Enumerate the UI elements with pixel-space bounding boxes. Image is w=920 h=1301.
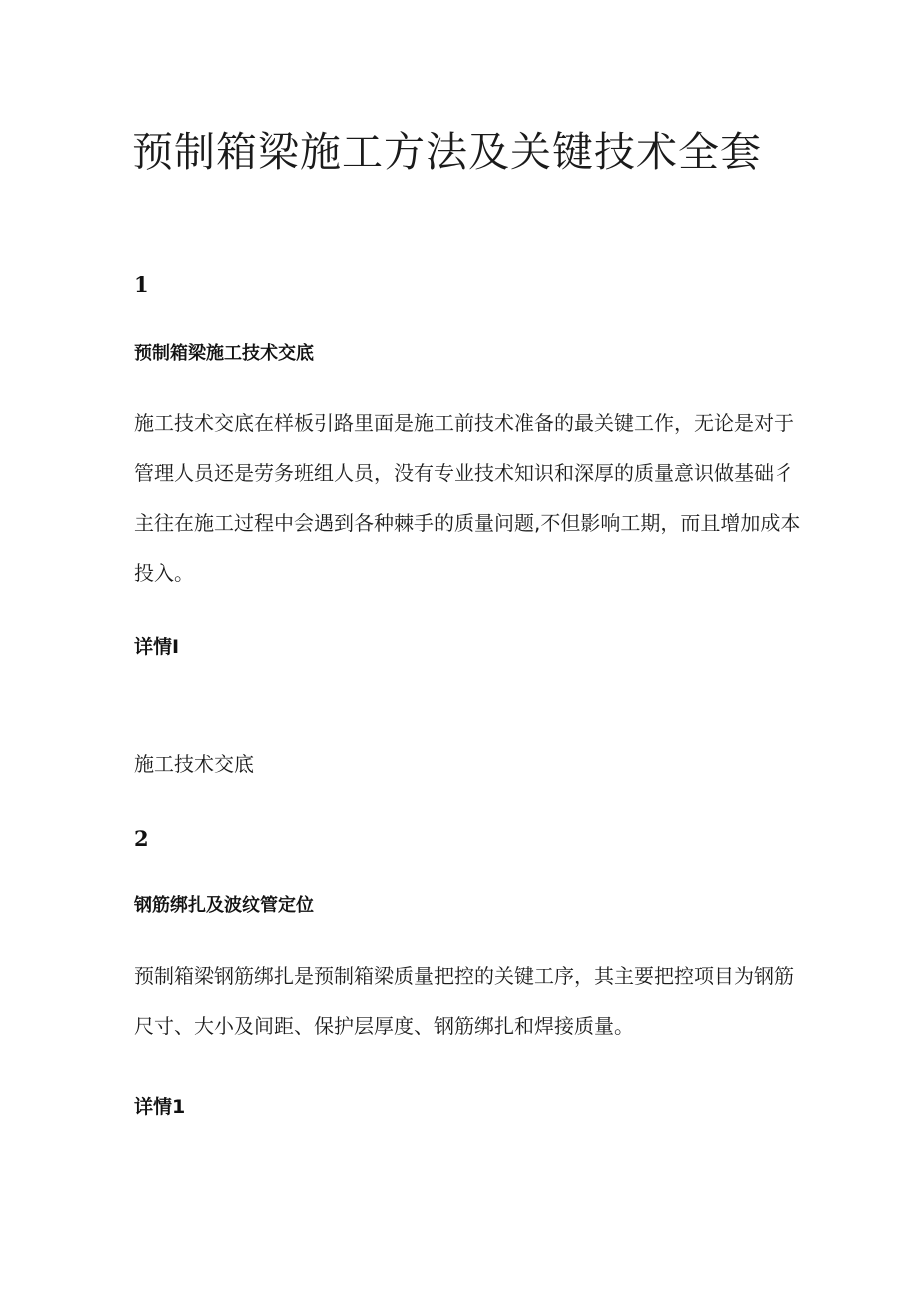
detail-label: 详情1 — [134, 1096, 186, 1118]
paragraph-line: 尺寸、大小及间距、保护层厚度、钢筋绑扎和焊接质量。 — [134, 1014, 634, 1038]
figure-caption: 施工技术交底 — [134, 752, 254, 776]
paragraph-line: 预制箱梁钢筋绑扎是预制箱梁质量把控的关键工序，其主要把控项目为钢筋 — [134, 964, 794, 988]
section-heading: 钢筋绑扎及波纹管定位 — [134, 895, 314, 916]
section-number: 1 — [134, 272, 149, 297]
section-paragraph — [134, 398, 814, 598]
paragraph-line: 投入。 — [134, 561, 194, 585]
detail-label: 详情I — [134, 636, 180, 658]
section-number: 2 — [134, 826, 149, 851]
section-heading: 预制箱梁施工技术交底 — [134, 343, 314, 364]
paragraph-line: 施工技术交底在样板引路里面是施工前技术准备的最关键工作，无论是对于 — [134, 411, 794, 435]
paragraph-line: 管理人员还是劳务班组人员，没有专业技术知识和深厚的质量意识做基础彳 — [134, 461, 794, 485]
paragraph-line: 主往在施工过程中会遇到各种棘手的质量问题,不但影响工期，而且增加成本 — [134, 511, 801, 535]
document-title: 预制箱梁施工方法及关键技术全套 — [132, 128, 762, 176]
section-paragraph — [134, 951, 814, 1051]
